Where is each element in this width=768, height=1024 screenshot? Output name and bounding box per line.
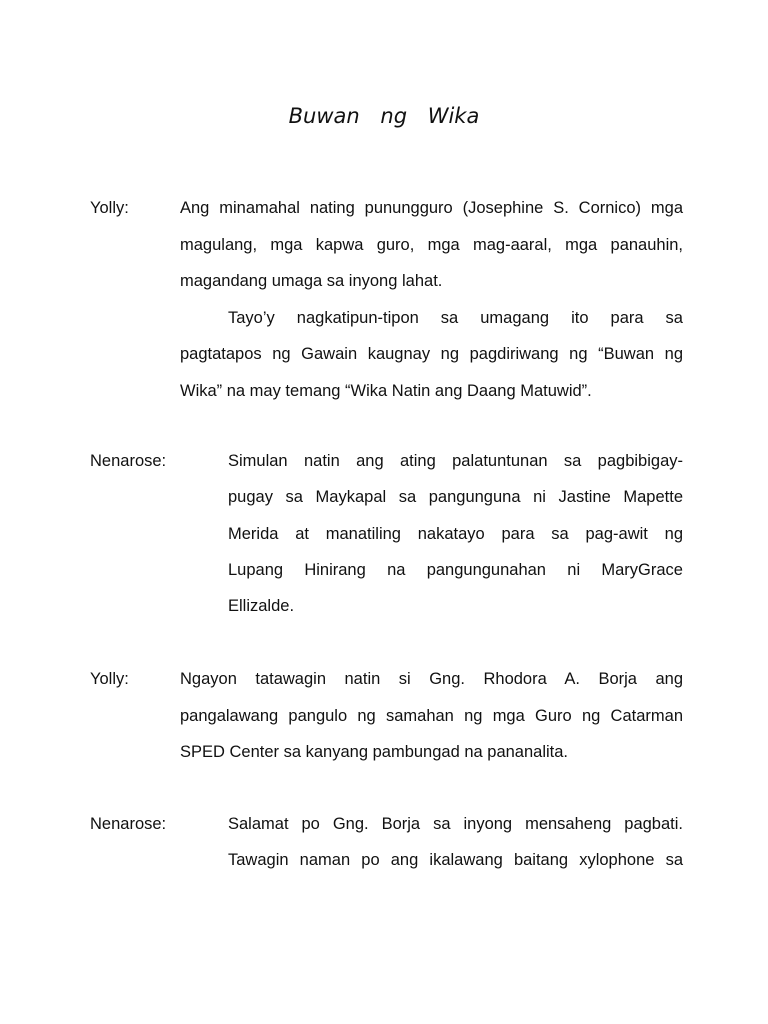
speaker-label: Yolly:: [90, 199, 129, 217]
dialogue-line: Ellizalde.: [228, 597, 295, 615]
dialogue-line: Wika” na may temang “Wika Natin ang Daang Matuwid”.: [180, 382, 592, 400]
dialogue-line: SPED Center sa kanyang pambungad na pananalita.: [180, 743, 569, 761]
dialogue-line: magandang umaga sa inyong lahat.: [180, 272, 443, 290]
speaker-label: Nenarose:: [90, 815, 167, 833]
dialogue-line: Simulan natin ang ating palatuntunan sa pagbibigay-: [228, 452, 683, 470]
speaker-label: Yolly:: [90, 670, 129, 688]
dialogue-line: Ngayon tatawagin natin si Gng. Rhodora A. Borja ang: [180, 670, 683, 688]
dialogue-line: Ang minamahal nating punungguro (Josephine S. Cornico) mga: [180, 199, 683, 217]
dialogue-line: Tayo’y nagkatipun-tipon sa umagang ito para sa: [228, 309, 683, 327]
dialogue-line: pugay sa Maykapal sa pangunguna ni Jastine Mapette: [228, 488, 683, 506]
speaker-label: Nenarose:: [90, 452, 167, 470]
dialogue-line: magulang, mga kapwa guro, mga mag-aaral, mga panauhin,: [180, 236, 683, 254]
dialogue-line: pagtatapos ng Gawain kaugnay ng pagdiriwang ng “Buwan ng: [180, 345, 683, 363]
dialogue-line: pangalawang pangulo ng samahan ng mga Guro ng Catarman: [180, 707, 683, 725]
document-title: Buwan ng Wika: [288, 104, 480, 128]
dialogue-line: Salamat po Gng. Borja sa inyong mensaheng pagbati.: [228, 815, 683, 833]
dialogue-line: Tawagin naman po ang ikalawang baitang xylophone sa: [228, 851, 683, 869]
dialogue-line: Merida at manatiling nakatayo para sa pag-awit ng: [228, 525, 683, 543]
dialogue-line: Lupang Hinirang na pangungunahan ni MaryGrace: [228, 561, 683, 579]
